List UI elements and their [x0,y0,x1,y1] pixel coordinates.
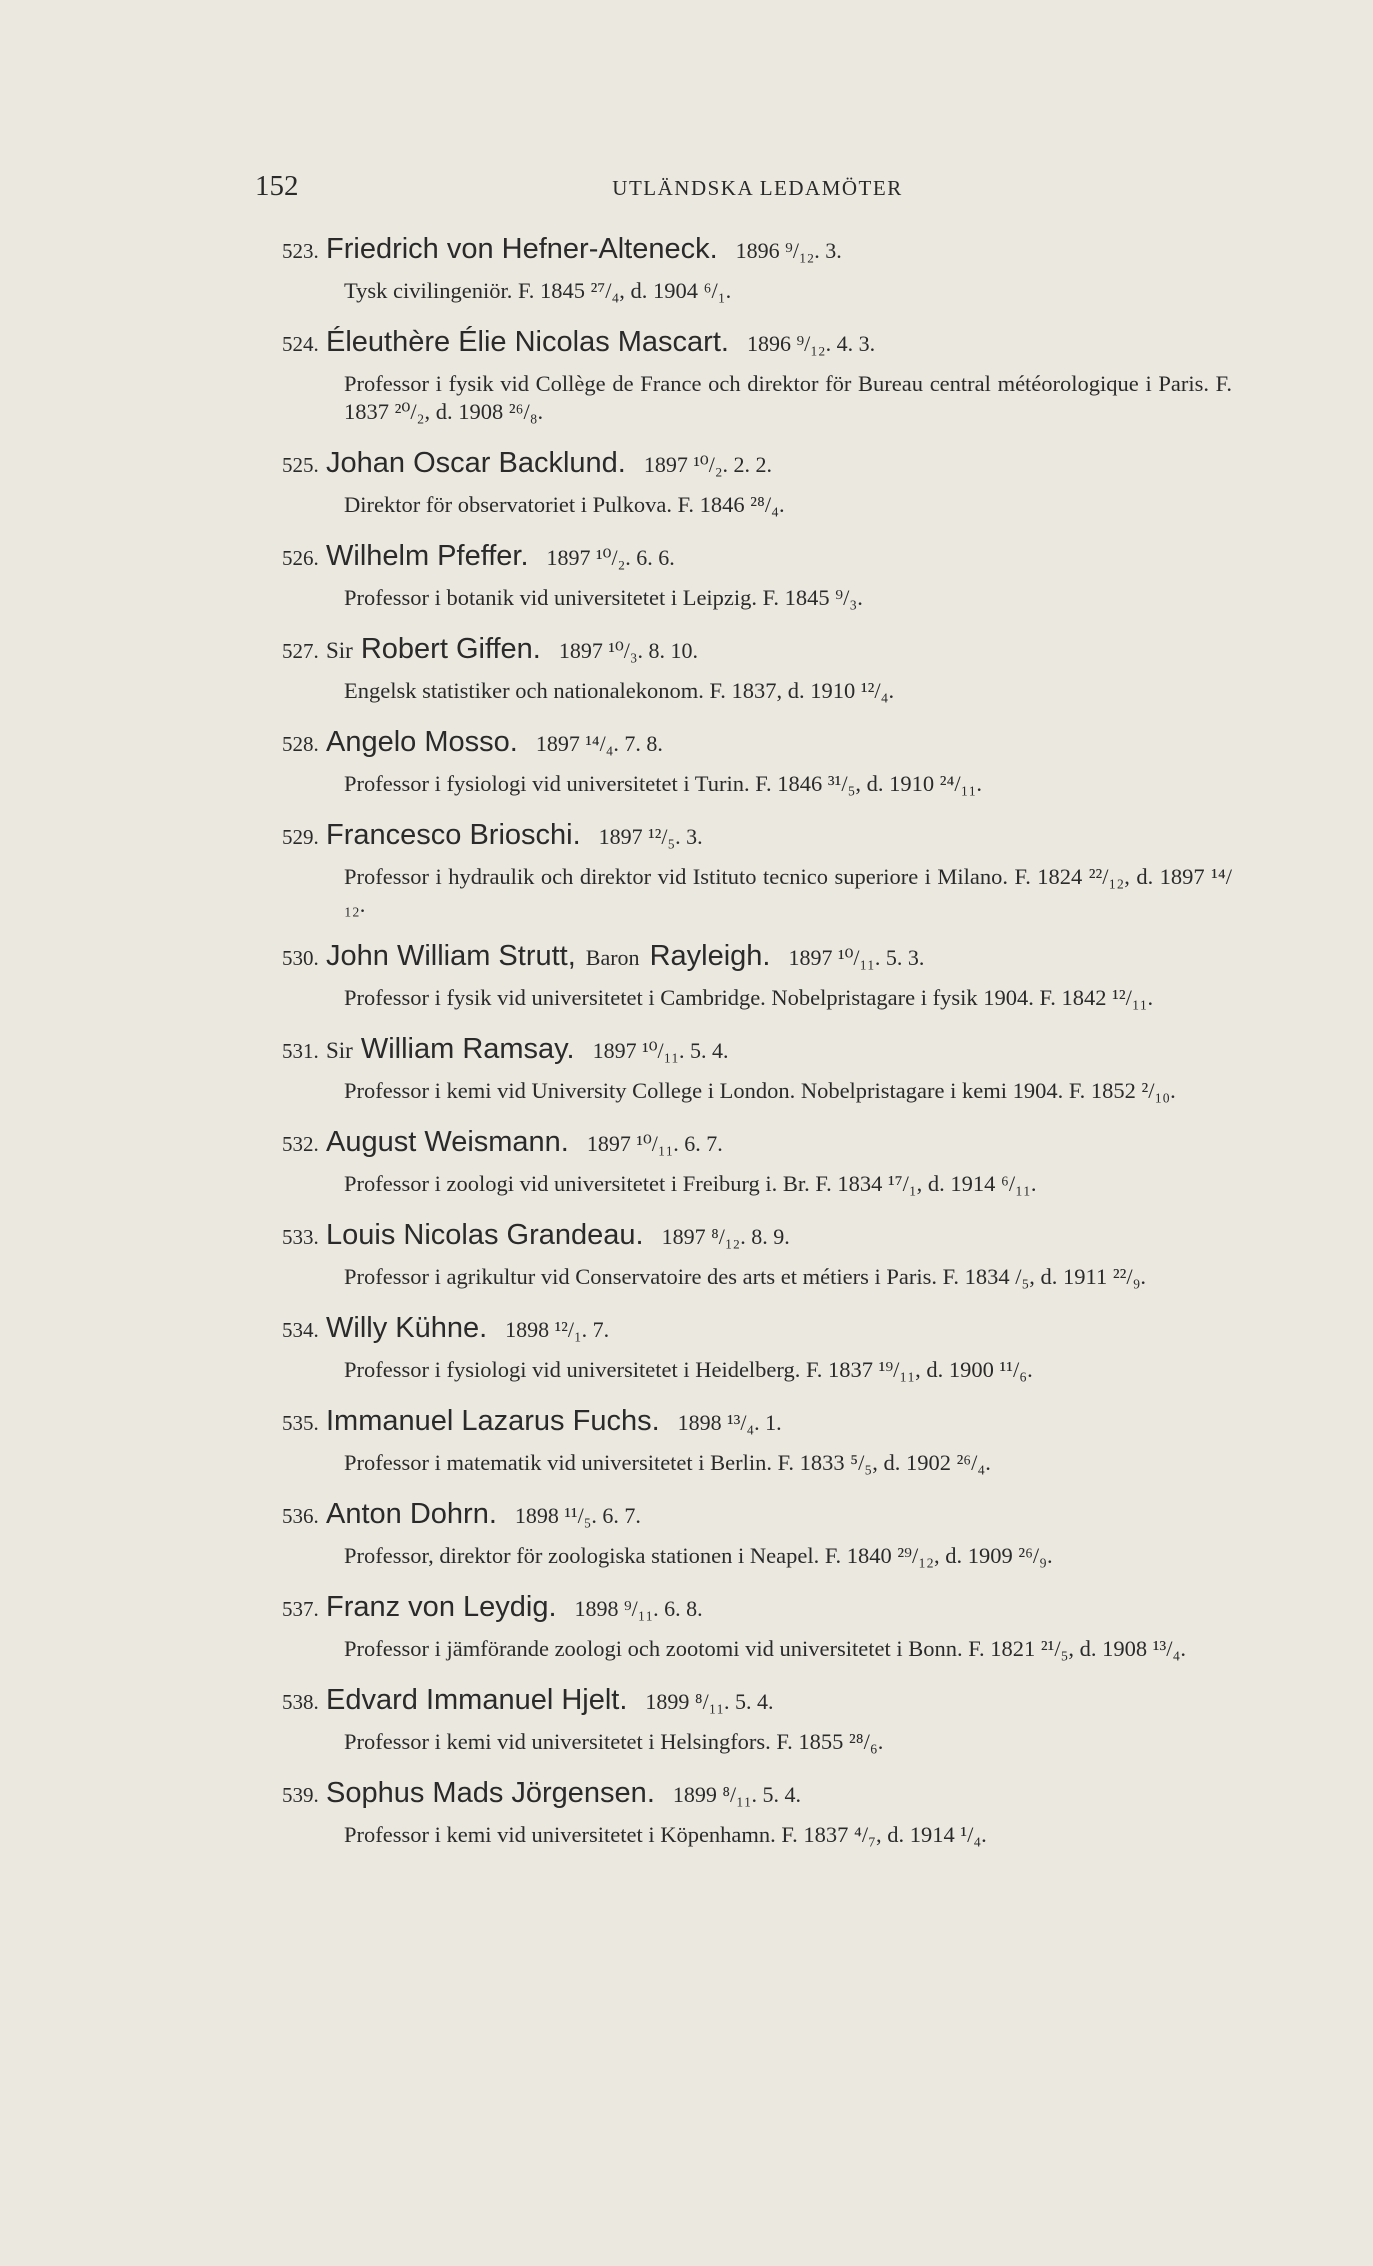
entry-number: 531. [282,1039,319,1063]
entry-number: 539. [282,1783,319,1807]
entry-number: 527. [282,639,319,663]
entry-description: Professor i jämförande zoologi och zootomi vid universitetet i Bonn. F. 1821 ²¹/₅, d. 1908 ¹³/₄. [344,1636,1187,1661]
list-item [282,1498,1232,1570]
entry-heading [282,1312,1232,1356]
election-info: 1896 ⁹/₁₂. 3. [735,238,842,263]
list-item [282,1777,1232,1849]
list-item [282,1312,1232,1384]
member-name: August Weismann. [326,1126,569,1158]
list-item [282,1126,1232,1198]
member-name-cont: Rayleigh. [649,940,771,972]
entry-heading [282,540,1232,584]
entry-heading [282,1033,1232,1077]
entry-heading [282,1126,1232,1170]
list-item [282,1405,1232,1477]
list-item [282,819,1232,919]
member-name: Edvard Immanuel Hjelt. [326,1684,628,1716]
member-name: John William Strutt, [326,940,576,972]
list-item [282,1219,1232,1291]
election-info: 1897 ⁸/₁₂. 8. 9. [661,1224,790,1249]
entry-description: Professor i botanik vid universitetet i Leipzig. F. 1845 ⁹/₃. [344,585,863,610]
running-title: UTLÄNDSKA LEDAMÖTER [612,176,903,200]
entry-description: Professor i agrikultur vid Conservatoire des arts et métiers i Paris. F. 1834 /₅, d. 1911 ²²/₉. [344,1264,1147,1289]
entry-number: 534. [282,1318,319,1342]
election-info: 1897 ¹⁰/₁₁. 5. 3. [788,945,925,970]
entry-number: 536. [282,1504,319,1528]
entry-heading [282,1684,1232,1728]
entry-number: 525. [282,453,319,477]
election-info: 1899 ⁸/₁₁. 5. 4. [672,1782,801,1807]
entry-description: Professor i matematik vid universitetet i Berlin. F. 1833 ⁵/₅, d. 1902 ²⁶/₄. [344,1450,991,1475]
election-info: 1897 ¹⁰/₁₁. 5. 4. [592,1038,729,1063]
member-name: Wilhelm Pfeffer. [326,540,529,572]
entry-description: Engelsk statistiker och nationalekonom. F. 1837, d. 1910 ¹²/₄. [344,678,895,703]
entry-number: 535. [282,1411,319,1435]
entry-heading [282,940,1232,984]
list-item [282,447,1232,519]
member-name: Éleuthère Élie Nicolas Mascart. [326,326,729,358]
entry-heading [282,326,1232,370]
election-info: 1897 ¹²/₅. 3. [598,824,703,849]
election-info: 1898 ¹²/₁. 7. [505,1317,610,1342]
member-name: Friedrich von Hefner-Alteneck. [326,233,718,265]
list-item [282,940,1232,1012]
list-item [282,540,1232,612]
entry-number: 530. [282,946,319,970]
entry-heading [282,1777,1232,1821]
list-item [282,633,1232,705]
member-name: Franz von Leydig. [326,1591,557,1623]
entry-heading [282,1219,1232,1263]
entry-heading [282,633,1232,677]
entry-heading [282,819,1232,863]
entry-number: 533. [282,1225,319,1249]
list-item [282,233,1232,305]
election-info: 1898 ¹³/₄. 1. [677,1410,782,1435]
entry-description: Professor i hydraulik och direktor vid Istituto tecnico superiore i Milano. F. 1824 ²²/₁₂, d. 1897 ¹⁴/₁₂. [344,864,1232,917]
member-name: Willy Kühne. [326,1312,488,1344]
entry-description: Tysk civilingeniör. F. 1845 ²⁷/₄, d. 1904 ⁶/₁. [344,278,732,303]
list-item [282,326,1232,426]
member-name: William Ramsay. [360,1033,575,1065]
list-item [282,1684,1232,1756]
entry-number: 526. [282,546,319,570]
member-name: Anton Dohrn. [326,1498,497,1530]
entry-description: Professor i kemi vid universitetet i Köpenhamn. F. 1837 ⁴/₇, d. 1914 ¹/₄. [344,1822,987,1847]
election-info: 1897 ¹⁴/₄. 7. 8. [535,731,663,756]
member-name: Louis Nicolas Grandeau. [326,1219,644,1251]
election-info: 1897 ¹⁰/₃. 8. 10. [558,638,699,663]
entry-heading [282,447,1232,491]
entry-heading [282,1405,1232,1449]
election-info: 1898 ¹¹/₅. 6. 7. [514,1503,641,1528]
entry-heading [282,1591,1232,1635]
entry-number: 528. [282,732,319,756]
member-name: Angelo Mosso. [326,726,518,758]
entry-number: 529. [282,825,319,849]
page-number: 152 [255,170,299,202]
list-item [282,1033,1232,1105]
list-item [282,726,1232,798]
member-name: Robert Giffen. [360,633,541,665]
entry-description: Professor i kemi vid universitetet i Helsingfors. F. 1855 ²⁸/₆. [344,1729,884,1754]
entry-number: 532. [282,1132,319,1156]
entry-description: Professor i zoologi vid universitetet i Freiburg i. Br. F. 1834 ¹⁷/₁, d. 1914 ⁶/₁₁. [344,1171,1037,1196]
entry-description: Direktor för observatoriet i Pulkova. F. 1846 ²⁸/₄. [344,492,785,517]
entry-number: 538. [282,1690,319,1714]
member-name: Francesco Brioschi. [326,819,581,851]
entry-description: Professor i fysik vid Collège de France och direktor för Bureau central météorologique i Paris. F. 1837 ²⁰/₂, d. 1908 ²⁶/₈. [344,371,1232,424]
entry-description: Professor i fysik vid universitetet i Cambridge. Nobelpristagare i fysik 1904. F. 1842 ¹²/₁₁. [344,985,1154,1010]
member-list [282,233,1232,1870]
name-prefix: Sir [326,638,353,663]
election-info: 1898 ⁹/₁₁. 6. 8. [574,1596,703,1621]
election-info: 1897 ¹⁰/₂. 2. 2. [643,452,773,477]
entry-description: Professor i kemi vid University College i London. Nobelpristagare i kemi 1904. F. 1852 ²/₁₀. [344,1078,1176,1103]
entry-description: Professor, direktor för zoologiska stationen i Neapel. F. 1840 ²⁹/₁₂, d. 1909 ²⁶/₉. [344,1543,1053,1568]
entry-number: 537. [282,1597,319,1621]
list-item [282,1591,1232,1663]
entry-number: 523. [282,239,319,263]
election-info: 1897 ¹⁰/₂. 6. 6. [546,545,675,570]
noble-title: Baron [585,945,640,970]
entry-heading [282,1498,1232,1542]
election-info: 1896 ⁹/₁₂. 4. 3. [746,331,876,356]
entry-heading [282,726,1232,770]
member-name: Johan Oscar Backlund. [326,447,626,479]
name-prefix: Sir [326,1038,353,1063]
entry-heading [282,233,1232,277]
page-header [255,170,1260,210]
entry-description: Professor i fysiologi vid universitetet i Turin. F. 1846 ³¹/₅, d. 1910 ²⁴/₁₁. [344,771,982,796]
election-info: 1899 ⁸/₁₁. 5. 4. [645,1689,774,1714]
election-info: 1897 ¹⁰/₁₁. 6. 7. [586,1131,723,1156]
member-name: Sophus Mads Jörgensen. [326,1777,655,1809]
member-name: Immanuel Lazarus Fuchs. [326,1405,660,1437]
entry-number: 524. [282,332,319,356]
entry-description: Professor i fysiologi vid universitetet i Heidelberg. F. 1837 ¹⁹/₁₁, d. 1900 ¹¹/₆. [344,1357,1033,1382]
